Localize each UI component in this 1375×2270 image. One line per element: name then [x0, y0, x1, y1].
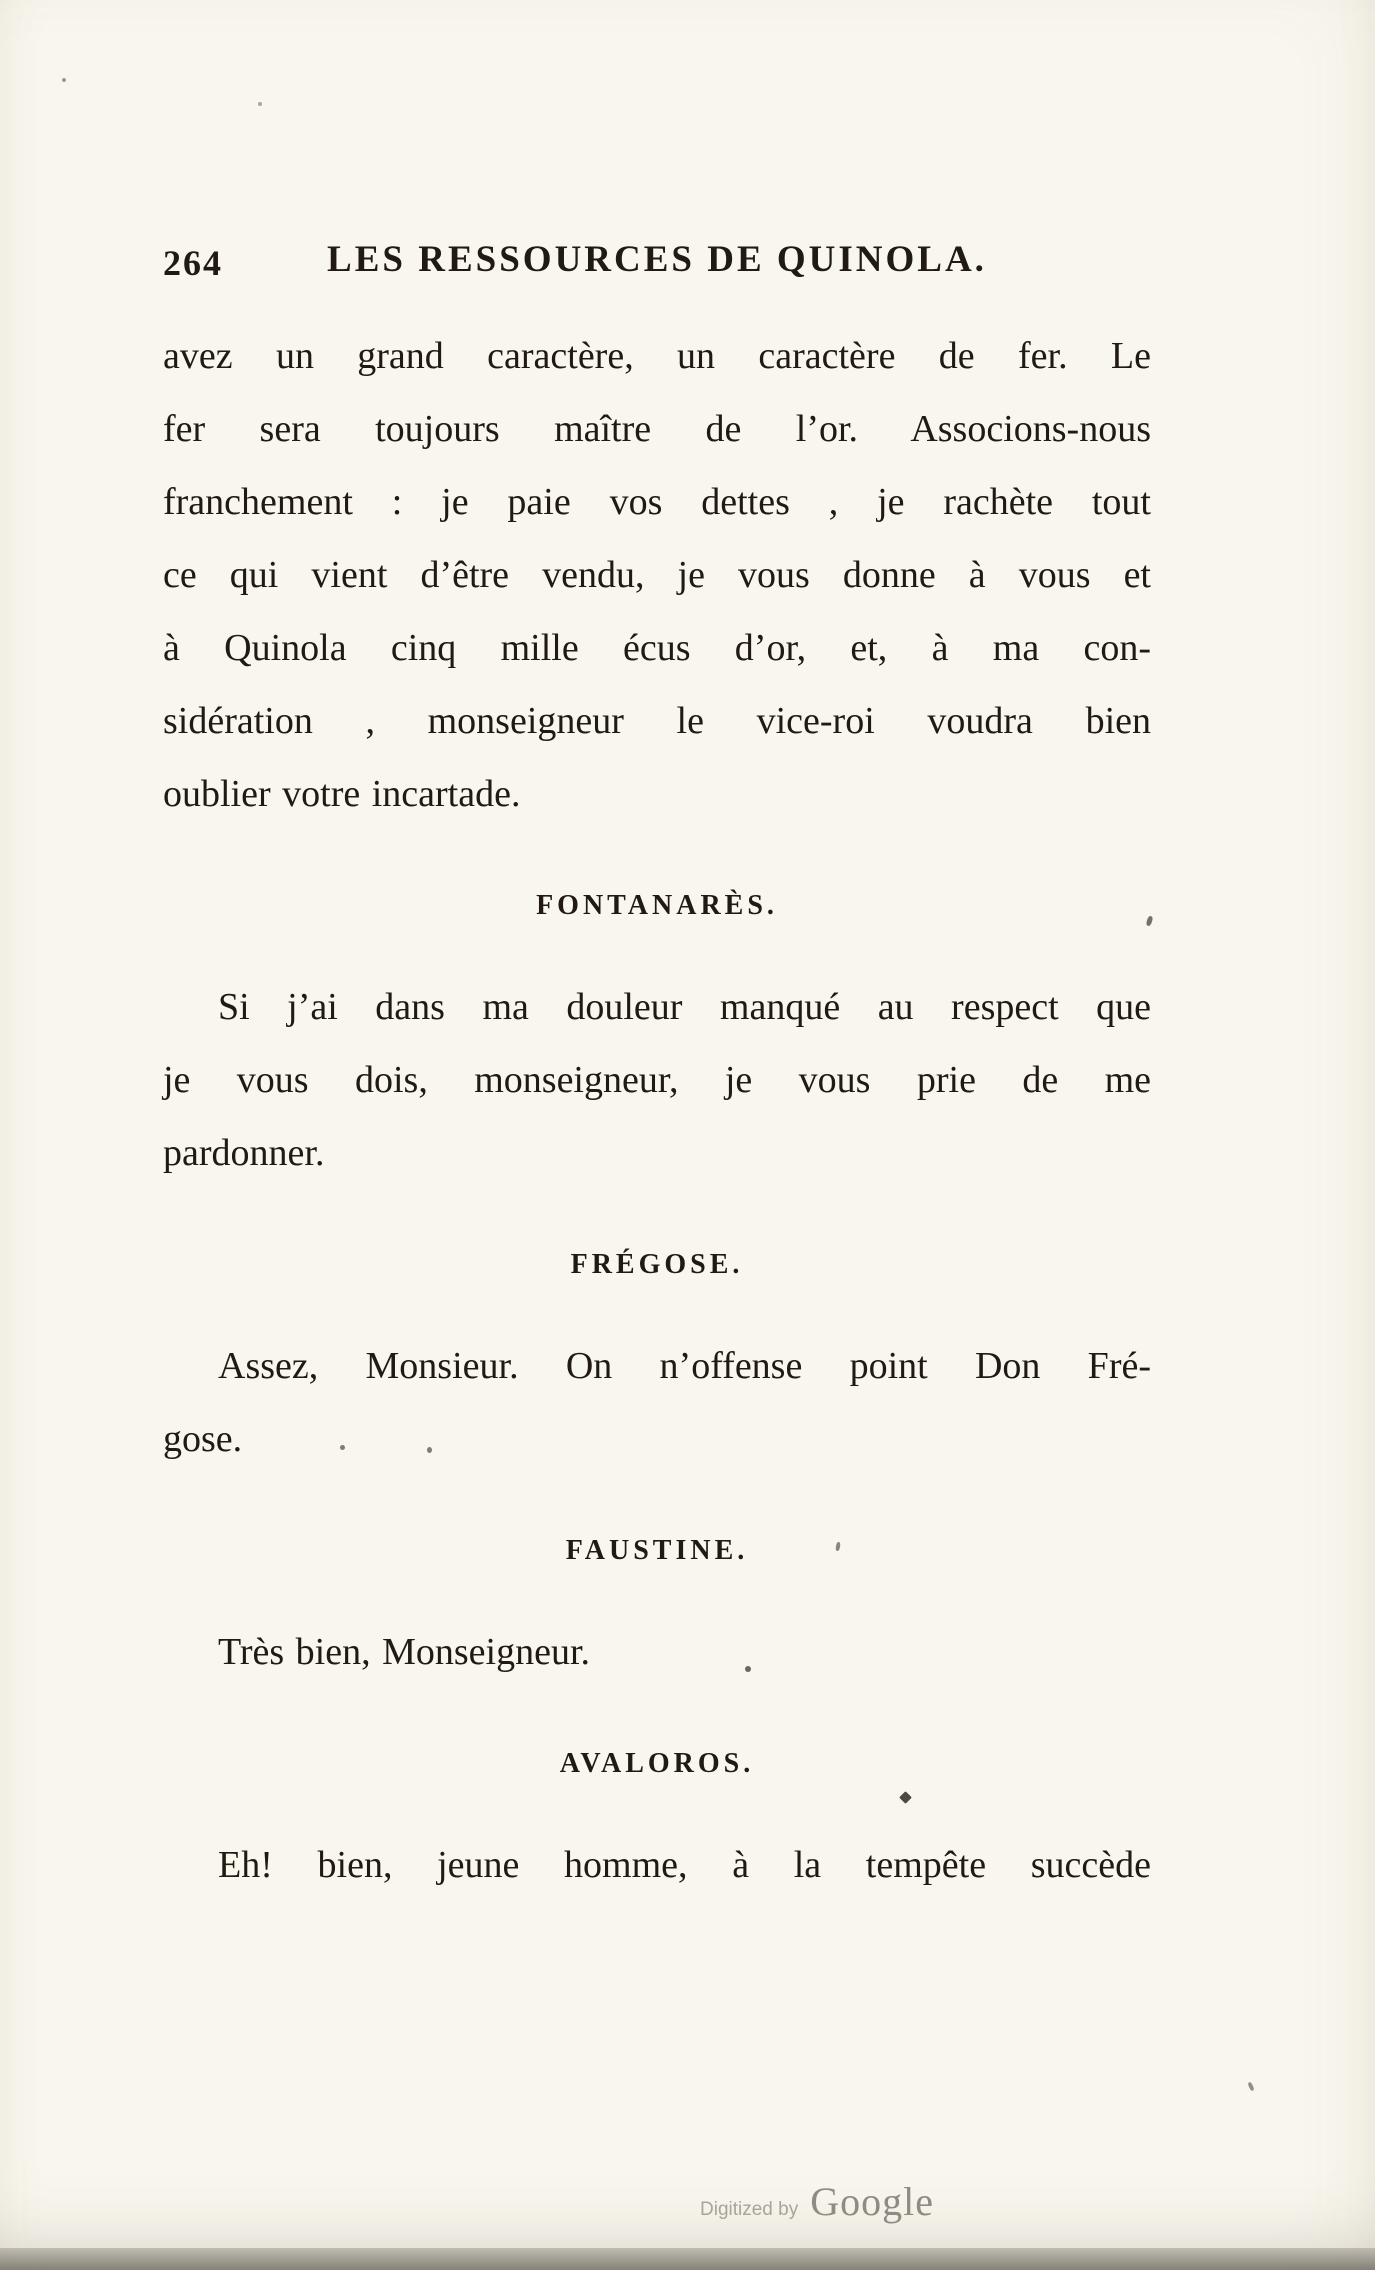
- paragraph-2: [163, 971, 1151, 1190]
- text-line: Eh! bien, jeune homme, à la tempête succède: [218, 1844, 1151, 1886]
- text-line: oublier votre incartade.: [163, 773, 521, 815]
- text-line: à Quinola cinq mille écus d’or, et, à ma con-: [163, 627, 1151, 669]
- digitized-by-google-watermark: [700, 2178, 934, 2225]
- scan-speck: [745, 1666, 751, 1672]
- text-body: [163, 320, 1151, 1902]
- text-line: sidération , monseigneur le vice-roi voudra bien: [163, 700, 1151, 742]
- google-logo: Google: [810, 2179, 934, 2224]
- speaker-heading-fregose: FRÉGOSE.: [570, 1249, 744, 1280]
- text-line: avez un grand caractère, un caractère de fer. Le: [163, 335, 1151, 377]
- paragraph-4: [163, 1616, 1151, 1689]
- page-header: [163, 238, 1151, 288]
- page-number: 264: [163, 243, 223, 283]
- scan-speck: [258, 102, 262, 106]
- text-line: Très bien, Monseigneur.: [218, 1631, 591, 1673]
- text-line: franchement : je paie vos dettes , je rachète tout: [163, 481, 1151, 523]
- scan-speck: [62, 78, 66, 82]
- paragraph-3: [163, 1330, 1151, 1476]
- scan-speck: [340, 1445, 345, 1450]
- scan-speck: [1247, 2082, 1254, 2092]
- digitized-by-label: Digitized by: [700, 2199, 799, 2220]
- text-line: gose.: [163, 1418, 243, 1460]
- text-line: Assez, Monsieur. On n’offense point Don Fré-: [218, 1345, 1151, 1387]
- scan-bottom-edge: [0, 2248, 1375, 2270]
- text-line: ce qui vient d’être vendu, je vous donne à vous et: [163, 554, 1151, 596]
- paragraph-5: [163, 1829, 1151, 1902]
- text-line: pardonner.: [163, 1132, 325, 1174]
- speaker-heading-avaloros: AVALOROS.: [559, 1748, 755, 1779]
- running-title: LES RESSOURCES DE QUINOLA.: [327, 239, 987, 280]
- text-line: fer sera toujours maître de l’or. Associons-nous: [163, 408, 1151, 450]
- paragraph-1: [163, 320, 1151, 831]
- scan-speck: [427, 1447, 432, 1453]
- speaker-heading-faustine: FAUSTINE.: [565, 1535, 749, 1566]
- text-line: je vous dois, monseigneur, je vous prie de me: [163, 1059, 1151, 1101]
- speaker-heading-fontanares: FONTANARÈS.: [536, 890, 778, 921]
- text-line: Si j’ai dans ma douleur manqué au respect que: [218, 986, 1151, 1028]
